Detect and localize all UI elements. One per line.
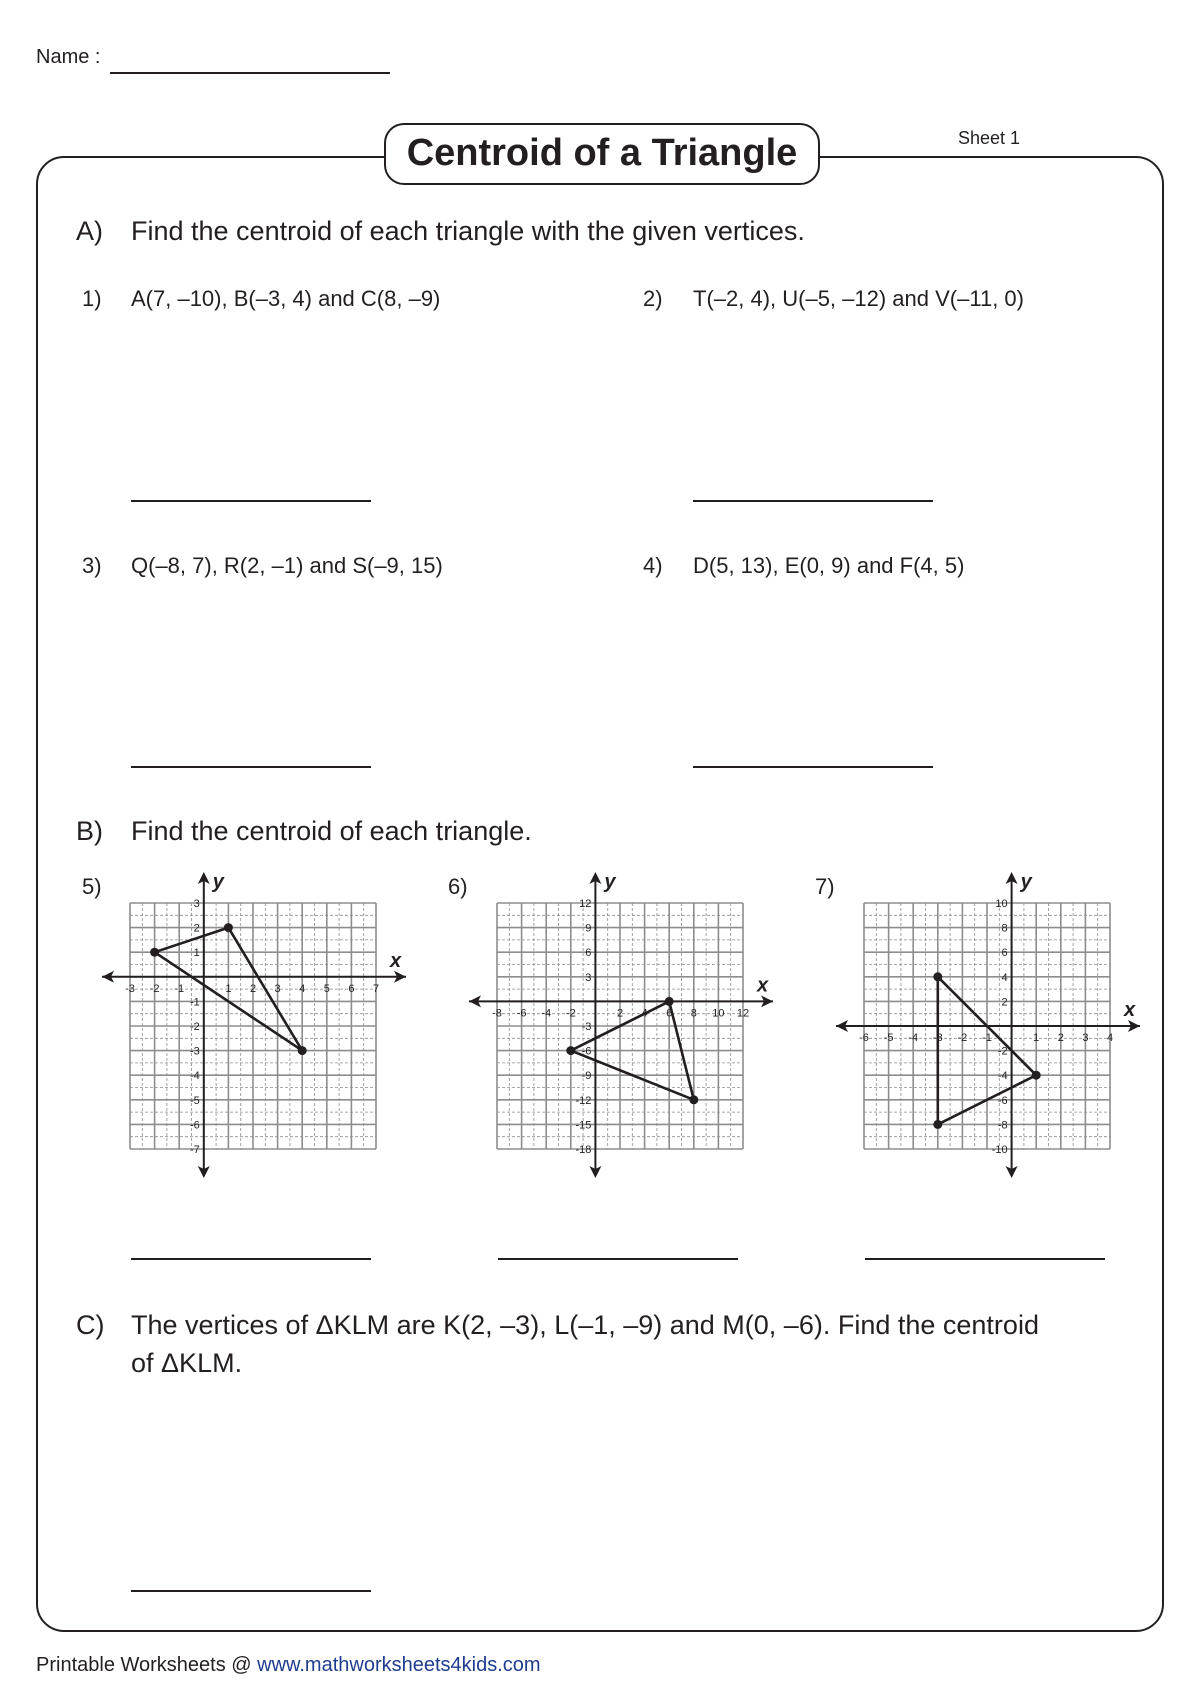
y-tick-label: 8	[1001, 922, 1008, 935]
section-b-letter: B)	[76, 816, 103, 846]
y-tick-label: -18	[575, 1144, 592, 1156]
x-tick-label: 1	[225, 982, 232, 995]
y-axis-label: y	[1020, 871, 1032, 893]
x-tick-label: -4	[908, 1032, 919, 1044]
answer-line-2[interactable]	[693, 500, 933, 502]
vertex-point	[566, 1046, 575, 1055]
x-tick-label: -2	[957, 1032, 968, 1044]
x-tick-label: -3	[125, 982, 135, 995]
section-c-text-line-1: The vertices of ΔKLM are K(2, –3), L(–1, –9) and M(0, –6). Find the centroid	[131, 1310, 1039, 1340]
x-tick-label: 8	[690, 1007, 697, 1020]
graph-7	[834, 868, 1144, 1178]
y-tick-label: 3	[585, 971, 592, 984]
y-tick-label: 10	[995, 898, 1008, 910]
x-tick-label: -8	[492, 1007, 502, 1020]
y-tick-label: 1	[193, 947, 200, 960]
answer-line-4[interactable]	[693, 766, 933, 768]
y-tick-label: 6	[1001, 947, 1008, 960]
question-2-number: 2)	[643, 286, 663, 311]
answer-line-6[interactable]	[498, 1258, 738, 1260]
y-axis-label: y	[604, 871, 616, 893]
page-title: Centroid of a Triangle	[384, 123, 820, 185]
y-tick-label: -5	[190, 1094, 200, 1107]
y-axis-label: y	[212, 871, 224, 893]
y-tick-label: -12	[575, 1094, 592, 1107]
question-4-text: D(5, 13), E(0, 9) and F(4, 5)	[693, 553, 965, 578]
y-tick-label: -6	[581, 1045, 592, 1058]
x-axis-label: x	[757, 974, 769, 997]
x-tick-label: -4	[541, 1007, 552, 1020]
y-tick-label: -7	[190, 1144, 200, 1156]
x-tick-label: -6	[516, 1007, 527, 1020]
y-tick-label: -2	[997, 1045, 1008, 1058]
x-tick-label: 3	[1082, 1032, 1089, 1044]
y-tick-label: 12	[579, 898, 592, 910]
answer-line-3[interactable]	[131, 766, 371, 768]
question-2-text: T(–2, 4), U(–5, –12) and V(–11, 0)	[693, 286, 1024, 311]
y-tick-label: -3	[581, 1021, 592, 1033]
x-tick-label: 10	[712, 1007, 725, 1020]
x-tick-label: 2	[616, 1007, 624, 1020]
x-tick-label: 5	[323, 982, 330, 995]
section-a-letter: A)	[76, 216, 103, 246]
sheet-label: Sheet 1	[958, 128, 1021, 148]
x-tick-label: -5	[883, 1032, 894, 1044]
answer-line-5[interactable]	[131, 1258, 371, 1260]
question-6-number: 6)	[448, 874, 468, 899]
x-tick-label: 1	[1033, 1032, 1040, 1044]
x-axis-label: x	[1124, 999, 1136, 1021]
y-tick-label: 9	[585, 922, 592, 935]
x-tick-label: -1	[174, 982, 185, 995]
x-tick-label: 4	[299, 982, 306, 995]
vertex-point	[1032, 1071, 1041, 1080]
x-tick-label: 3	[274, 982, 281, 995]
y-tick-label: 4	[1001, 971, 1008, 984]
y-tick-label: -6	[997, 1094, 1008, 1107]
vertex-point	[150, 948, 159, 957]
vertex-point	[689, 1095, 698, 1104]
x-tick-label: -2	[565, 1007, 576, 1020]
y-tick-label: -6	[190, 1119, 200, 1132]
x-tick-label: -6	[859, 1032, 869, 1044]
answer-line-c[interactable]	[131, 1590, 371, 1592]
x-tick-label: 6	[348, 982, 355, 995]
x-tick-label: -2	[149, 982, 160, 995]
section-c-text-line-2: of ΔKLM.	[131, 1348, 243, 1378]
x-tick-label: 2	[249, 982, 257, 995]
y-tick-label: 2	[193, 922, 200, 935]
graph-6	[467, 868, 777, 1178]
x-axis-label: x	[390, 949, 402, 972]
vertex-point	[665, 997, 674, 1006]
y-tick-label: -2	[190, 1021, 200, 1033]
vertex-point	[933, 1120, 942, 1129]
footer-link[interactable]: www.mathworksheets4kids.com	[257, 1654, 541, 1676]
y-tick-label: 2	[1001, 996, 1008, 1009]
question-3-text: Q(–8, 7), R(2, –1) and S(–9, 15)	[131, 553, 443, 578]
x-tick-label: -1	[982, 1032, 992, 1044]
question-7-number: 7)	[815, 874, 835, 899]
graph-5	[100, 868, 410, 1178]
grid	[130, 903, 376, 1149]
y-tick-label: -9	[581, 1070, 592, 1083]
x-tick-label: 4	[1106, 1032, 1114, 1044]
footer	[36, 1654, 541, 1677]
question-1-text: A(7, –10), B(–3, 4) and C(8, –9)	[131, 286, 441, 311]
y-tick-label: -8	[997, 1119, 1008, 1132]
section-a-instruction: Find the centroid of each triangle with the given vertices.	[131, 216, 805, 246]
vertex-point	[224, 923, 233, 932]
y-tick-label: -15	[575, 1119, 592, 1132]
y-tick-label: 6	[585, 947, 592, 960]
x-tick-label: 12	[736, 1007, 750, 1020]
answer-line-7[interactable]	[865, 1258, 1105, 1260]
answer-line-1[interactable]	[131, 500, 371, 502]
y-tick-label: -3	[190, 1045, 200, 1058]
y-tick-label: -4	[997, 1070, 1008, 1083]
y-tick-label: -1	[190, 996, 200, 1009]
question-3-number: 3)	[82, 553, 102, 578]
section-b-instruction: Find the centroid of each triangle.	[131, 816, 532, 846]
x-tick-label: 4	[641, 1007, 648, 1020]
question-4-number: 4)	[643, 553, 663, 578]
x-tick-label: -3	[932, 1032, 943, 1044]
y-tick-label: -4	[190, 1070, 200, 1083]
name-label: Name :	[36, 46, 101, 68]
x-tick-label: 2	[1057, 1032, 1064, 1044]
vertex-point	[933, 972, 942, 981]
x-tick-label: 6	[666, 1007, 673, 1020]
name-answer-line[interactable]	[110, 72, 390, 74]
y-tick-label: 3	[193, 898, 200, 910]
vertex-point	[298, 1046, 307, 1055]
question-1-number: 1)	[82, 286, 102, 311]
footer-prefix: Printable Worksheets @	[36, 1654, 258, 1676]
question-5-number: 5)	[82, 874, 102, 899]
section-c-letter: C)	[76, 1310, 105, 1340]
y-tick-label: -10	[991, 1144, 1008, 1156]
x-tick-label: 7	[372, 982, 380, 995]
